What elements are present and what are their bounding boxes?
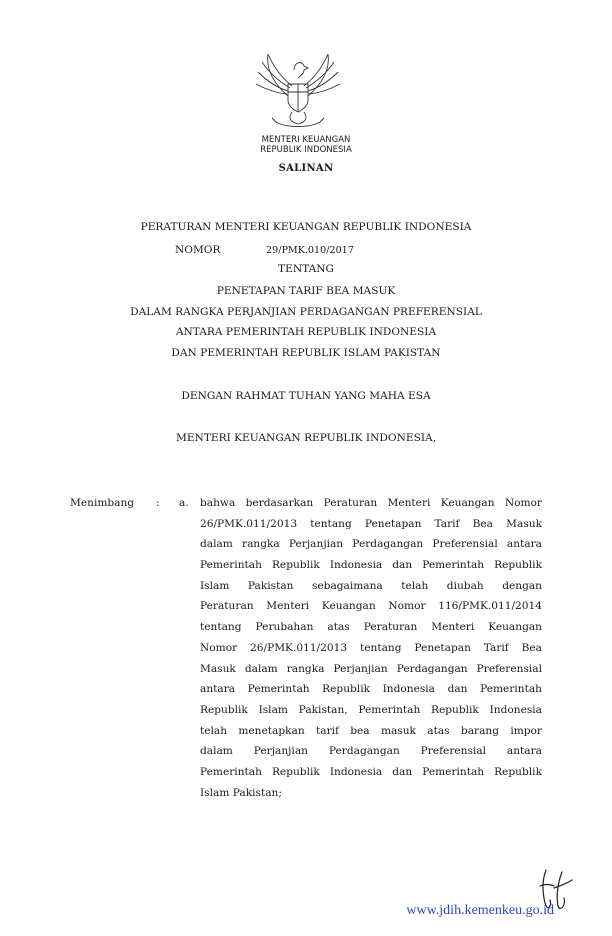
menimbang-colon: :: [156, 497, 160, 509]
paragraph-line: tentang Perubahan atas Peraturan Menteri Keuangan: [200, 621, 542, 634]
paragraph-line: Pemerintah Republik Indonesia dan Pemerintah Republik: [200, 765, 542, 778]
nomor-value: 29/PMK.010/2017: [266, 245, 354, 256]
paragraph-line: Nomor 26/PMK.011/2013 tentang Penetapan Tarif Bea: [200, 641, 542, 654]
consideration-paragraph: [200, 493, 542, 803]
subject-line: ANTARA PEMERINTAH REPUBLIK INDONESIA: [175, 326, 437, 338]
minister-line: MENTERI KEUANGAN REPUBLIK INDONESIA,: [175, 432, 437, 444]
paragraph-line: dalam Perjanjian Perdagangan Preferensial antara: [200, 745, 542, 758]
paragraph-line: telah menetapkan tarif bea masuk atas barang impor: [200, 724, 542, 737]
jdih-website-link[interactable]: www.jdih.kemenkeu.go.id: [406, 903, 554, 918]
paragraph-line: Islam Pakistan;: [200, 786, 282, 799]
paragraph-line: 26/PMK.011/2013 tentang Penetapan Tarif Bea Masuk: [200, 517, 542, 530]
paragraph-line: bahwa berdasarkan Peraturan Menteri Keuangan Nomor: [200, 497, 542, 509]
nomor-label: NOMOR: [175, 244, 221, 256]
paragraph-line: Peraturan Menteri Keuangan Nomor 116/PMK.011/2014: [200, 600, 542, 613]
subject-line: PENETAPAN TARIF BEA MASUK: [216, 285, 396, 297]
paragraph-line: antara Pemerintah Republik Indonesia dan Pemerintah: [200, 683, 542, 696]
ministry-line-2: REPUBLIK INDONESIA: [260, 145, 352, 155]
paragraph-line: Islam Pakistan sebagaimana telah diubah dengan: [200, 579, 542, 592]
tentang-label: TENTANG: [278, 263, 334, 275]
subject-line: DAN PEMERINTAH REPUBLIK ISLAM PAKISTAN: [171, 347, 441, 359]
paragraph-line: Masuk dalam rangka Perjanjian Perdagangan Preferensial: [200, 662, 542, 675]
item-marker: a.: [179, 497, 189, 509]
paragraph-line: dalam rangka Perjanjian Perdagangan Preferensial antara: [200, 538, 542, 551]
ministry-line-1: MENTERI KEUANGAN: [261, 135, 351, 145]
menimbang-label: Menimbang: [70, 497, 135, 509]
salinan-label: SALINAN: [278, 163, 334, 174]
subject-line: DALAM RANGKA PERJANJIAN PERDAGANGAN PREFERENSIAL: [130, 306, 482, 318]
garuda-emblem-icon: [252, 48, 344, 132]
regulation-title: PERATURAN MENTERI KEUANGAN REPUBLIK INDONESIA: [140, 221, 472, 233]
paragraph-line: Pemerintah Republik Indonesia dan Pemerintah Republik: [200, 559, 542, 572]
paragraph-line: Republik Islam Pakistan, Pemerintah Republik Indonesia: [200, 703, 542, 716]
rahmat-line: DENGAN RAHMAT TUHAN YANG MAHA ESA: [181, 390, 431, 402]
